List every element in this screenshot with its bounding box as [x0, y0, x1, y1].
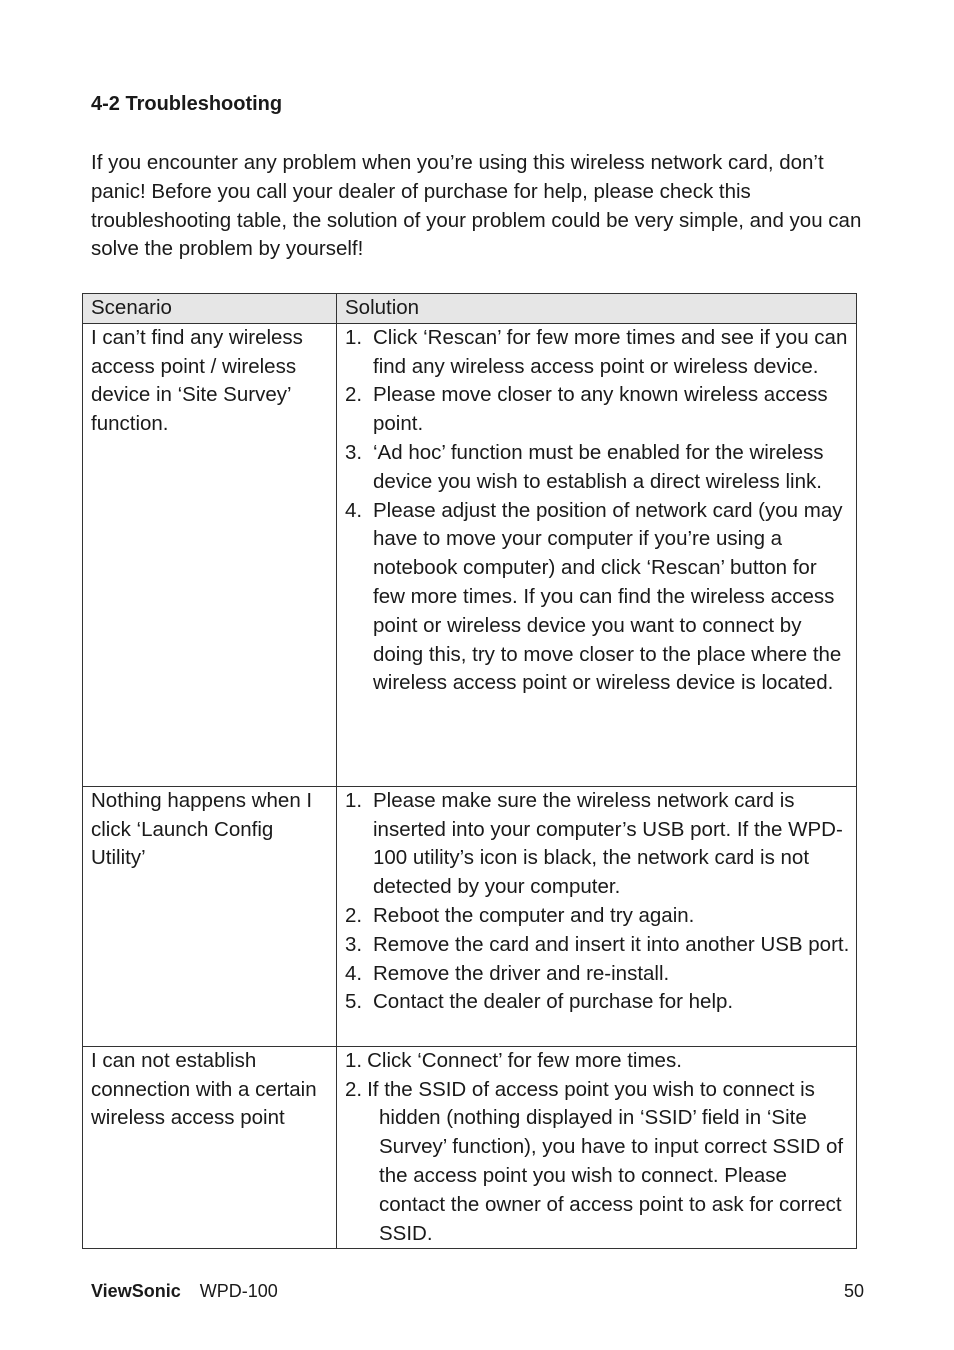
solution-text: Click ‘Connect’ for few more times. — [367, 1048, 682, 1072]
solution-text: Click ‘Rescan’ for few more times and see if you can find any wireless access point or wireless device. — [373, 325, 848, 378]
solution-item — [345, 1047, 850, 1076]
solution-text: Please adjust the position of network card (you may have to move your computer if you’re using a notebook computer) and click ‘Rescan’ button for few more times. If you can find the wireless access point or wireless device you want to connect by doing this, try to move closer to the place where the wireless access point or wireless device is located. — [373, 498, 843, 695]
solution-item — [345, 381, 850, 439]
table-row — [83, 323, 857, 786]
solution-text: Contact the dealer of purchase for help. — [373, 990, 734, 1014]
solution-text: Remove the driver and re-install. — [373, 961, 670, 985]
solution-text: If the SSID of access point you wish to connect is hidden (nothing displayed in ‘SSID’ field in ‘Site Survey’ function), you have to input correct SSID of the access point you wish to connect. Please contact the owner of access point to ask for correct SSID. — [367, 1077, 844, 1245]
solution-item — [345, 960, 850, 989]
solution-item — [345, 988, 850, 1017]
solution-number: 1. — [345, 788, 363, 812]
solution-number: 2. — [345, 383, 363, 407]
solution-item — [345, 439, 850, 497]
solution-list — [345, 324, 850, 698]
solution-cell — [337, 786, 857, 1046]
solution-number: 1. — [345, 1048, 363, 1072]
solution-number: 2. — [345, 1077, 363, 1101]
section-heading: 4-2 Troubleshooting — [91, 93, 283, 115]
footer-model: WPD-100 — [199, 1281, 278, 1301]
table-row — [83, 1046, 857, 1249]
solution-item — [345, 324, 850, 382]
solution-number: 3. — [345, 932, 363, 956]
page-number: 50 — [843, 1281, 864, 1301]
table-row — [83, 786, 857, 1046]
solution-number: 1. — [345, 325, 363, 349]
solution-item — [345, 1076, 850, 1249]
solution-text: Remove the card and insert it into another USB port. — [373, 932, 850, 956]
table-header-row — [83, 294, 857, 324]
solution-text: ‘Ad hoc’ function must be enabled for the wireless device you wish to establish a direct wireless link. — [373, 440, 824, 493]
intro-paragraph: If you encounter any problem when you’re using this wireless network card, don’t panic! Before you call your dealer of purchase for help, please check this troubleshooting table, the solution of your problem could be very simple, and you can solve the problem by yourself! — [91, 151, 862, 261]
solution-list — [345, 787, 850, 1017]
solution-text: Reboot the computer and try again. — [373, 903, 695, 927]
solution-item — [345, 787, 850, 902]
solution-number: 5. — [345, 990, 363, 1014]
page-footer — [91, 1281, 864, 1302]
solution-number: 4. — [345, 498, 363, 522]
scenario-cell: Nothing happens when I click ‘Launch Config Utility’ — [83, 786, 337, 1046]
header-solution: Solution — [337, 294, 857, 324]
troubleshooting-table — [82, 293, 857, 1249]
scenario-cell: I can’t find any wireless access point / wireless device in ‘Site Survey’ function. — [83, 323, 337, 786]
solution-number: 3. — [345, 440, 363, 464]
header-scenario: Scenario — [83, 294, 337, 324]
solution-number: 4. — [345, 961, 363, 985]
solution-list — [345, 1047, 850, 1249]
solution-cell — [337, 323, 857, 786]
solution-item — [345, 931, 850, 960]
solution-item — [345, 497, 850, 699]
solution-number: 2. — [345, 903, 363, 927]
solution-text: Please make sure the wireless network card is inserted into your computer’s USB port. If the WPD-100 utility’s icon is black, the network card is not detected by your computer. — [373, 788, 843, 899]
solution-item — [345, 902, 850, 931]
solution-cell — [337, 1046, 857, 1249]
footer-brand: ViewSonic — [91, 1281, 181, 1301]
solution-text: Please move closer to any known wireless access point. — [373, 383, 828, 436]
scenario-cell: I can not establish connection with a certain wireless access point — [83, 1046, 337, 1249]
